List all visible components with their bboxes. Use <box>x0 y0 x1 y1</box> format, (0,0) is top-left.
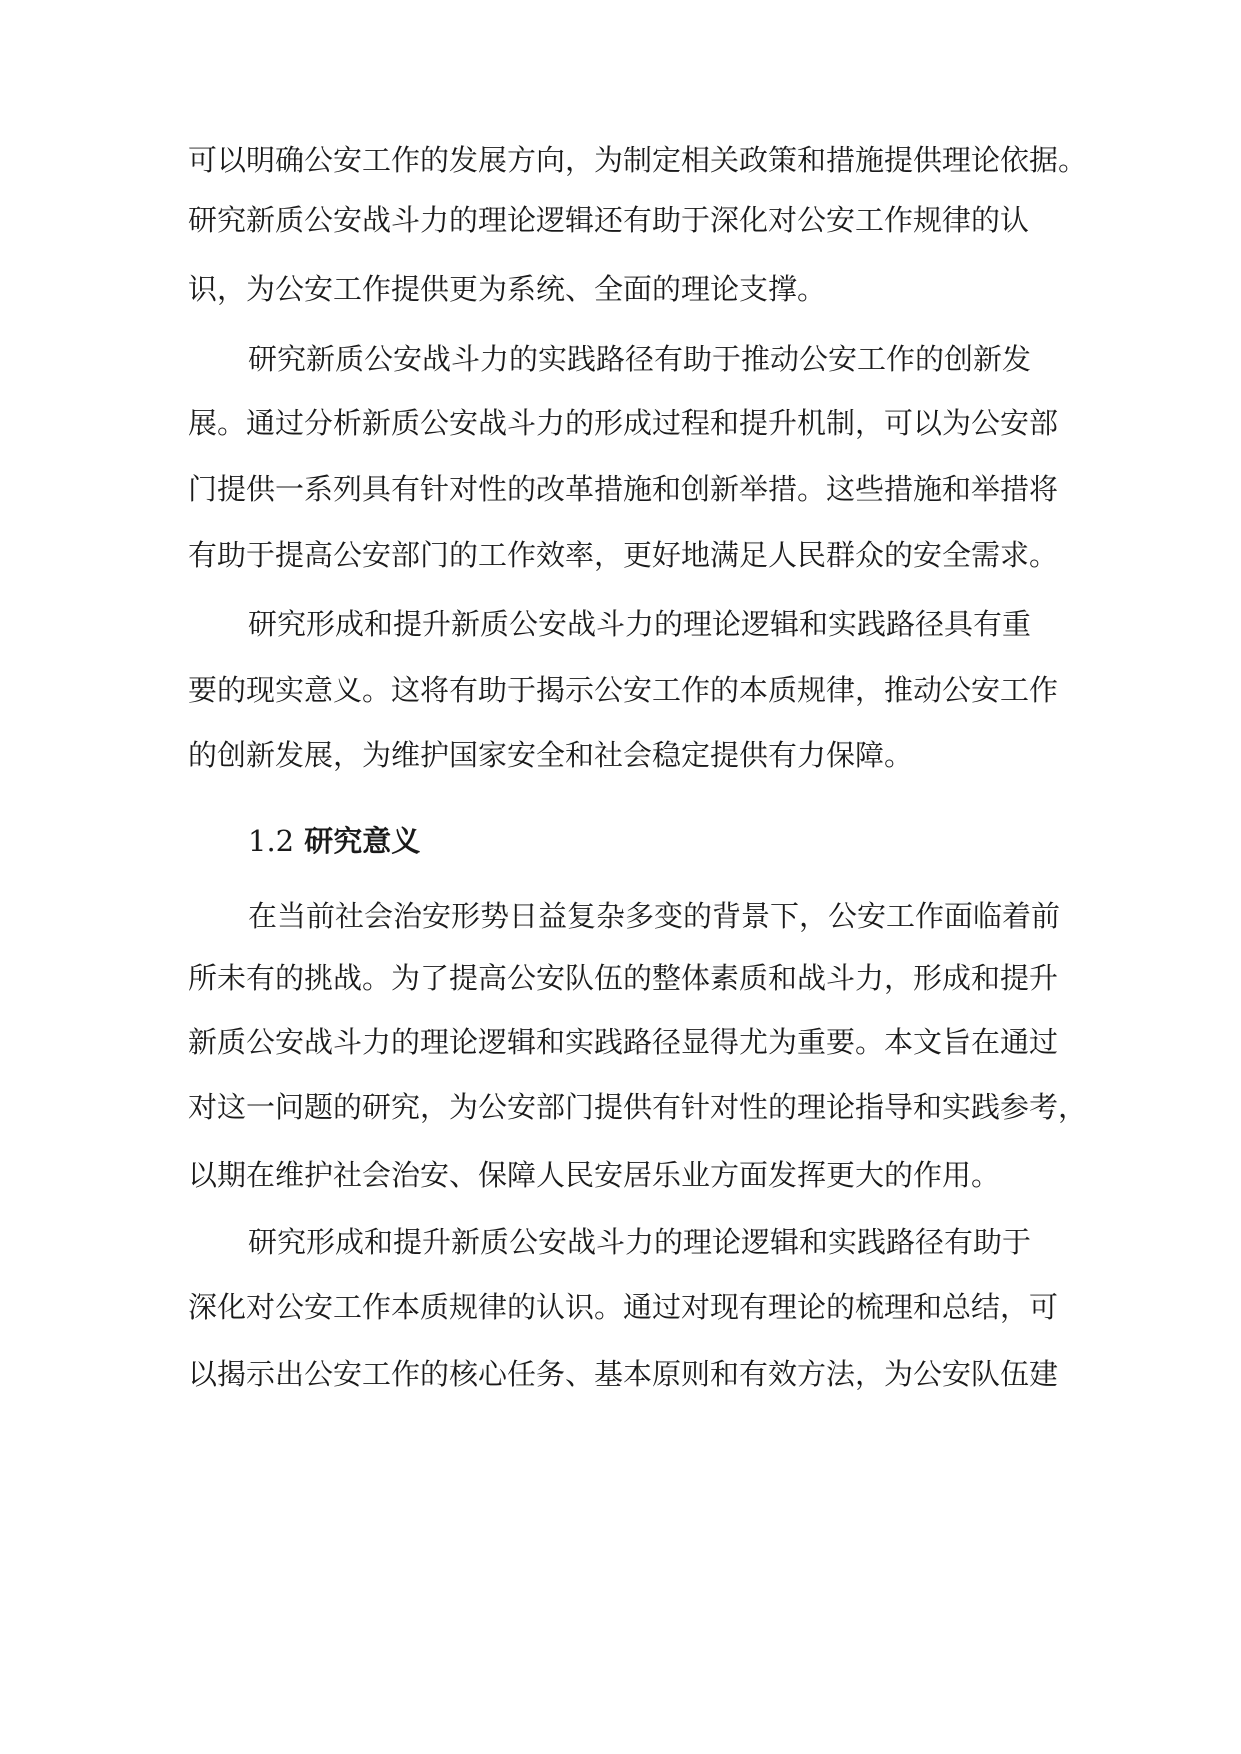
paragraph-line: 要的现实意义。这将有助于揭示公安工作的本质规律，推动公安工作 <box>188 673 1059 707</box>
paragraph-line: 以揭示出公安工作的核心任务、基本原则和有效方法，为公安队伍建 <box>188 1357 1059 1391</box>
paragraph-line: 研究形成和提升新质公安战斗力的理论逻辑和实践路径具有重 <box>248 607 1032 641</box>
paragraph-line: 的创新发展，为维护国家安全和社会稳定提供有力保障。 <box>188 738 914 772</box>
paragraph-line: 可以明确公安工作的发展方向，为制定相关政策和措施提供理论依据。 <box>188 143 1088 177</box>
paragraph-line: 识，为公安工作提供更为系统、全面的理论支撑。 <box>188 272 827 306</box>
paragraph-line: 以期在维护社会治安、保障人民安居乐业方面发挥更大的作用。 <box>188 1158 1001 1192</box>
section-title: 研究意义 <box>304 824 421 858</box>
paragraph-line: 有助于提高公安部门的工作效率，更好地满足人民群众的安全需求。 <box>188 538 1059 572</box>
paragraph-line: 新质公安战斗力的理论逻辑和实践路径显得尤为重要。本文旨在通过 <box>188 1025 1059 1059</box>
paragraph-line: 对这一问题的研究，为公安部门提供有针对性的理论指导和实践参考， <box>188 1090 1088 1124</box>
paragraph-line: 深化对公安工作本质规律的认识。通过对现有理论的梳理和总结，可 <box>188 1290 1059 1324</box>
paragraph-line: 展。通过分析新质公安战斗力的形成过程和提升机制，可以为公安部 <box>188 406 1059 440</box>
paragraph-line: 研究新质公安战斗力的实践路径有助于推动公安工作的创新发 <box>248 342 1032 376</box>
paragraph-line: 研究形成和提升新质公安战斗力的理论逻辑和实践路径有助于 <box>248 1225 1032 1259</box>
section-number: 1.2 <box>248 824 295 858</box>
section-heading <box>248 821 420 861</box>
paragraph-line: 门提供一系列具有针对性的改革措施和创新举措。这些措施和举措将 <box>188 472 1059 506</box>
paragraph-line: 所未有的挑战。为了提高公安队伍的整体素质和战斗力，形成和提升 <box>188 961 1059 995</box>
paragraph-line: 在当前社会治安形势日益复杂多变的背景下，公安工作面临着前 <box>248 899 1061 933</box>
paragraph-line: 研究新质公安战斗力的理论逻辑还有助于深化对公安工作规律的认 <box>188 203 1030 237</box>
